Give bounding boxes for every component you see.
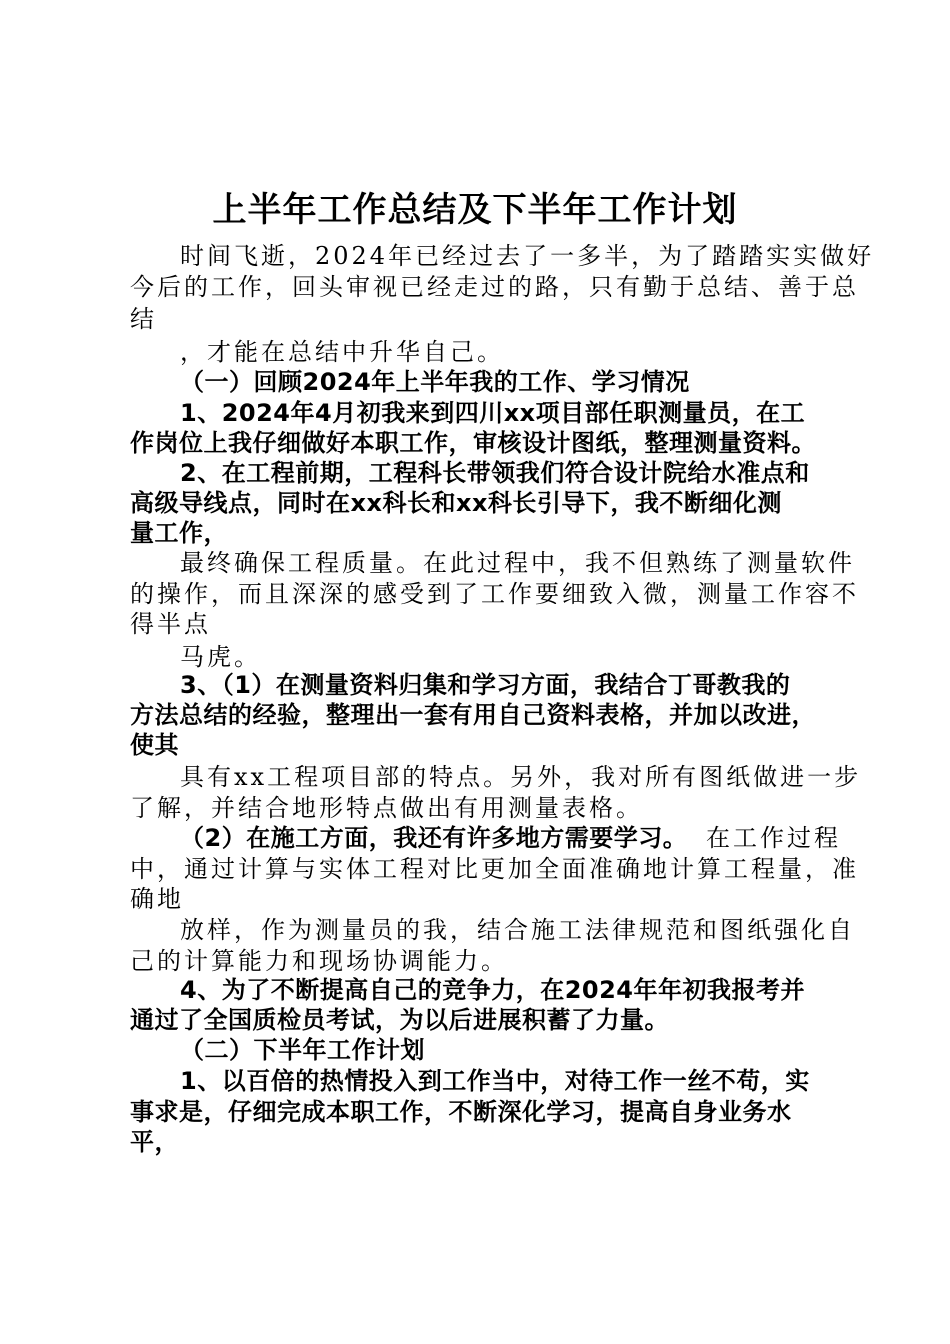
paragraph-line: 作岗位上我仔细做好本职工作，审核设计图纸，整理测量资料。 [130,429,816,457]
paragraph-line: 己的计算能力和现场协调能力。 [130,947,508,975]
document-title: 上半年工作总结及下半年工作计划 [212,190,738,230]
paragraph-line: 使其 [130,731,179,759]
paragraph-line: 1、2024年4月初我来到四川xx项目部任职测量员，在工 [180,399,806,427]
paragraph-line: 事求是，仔细完成本职工作，不断深化学习，提高自身业务水 [130,1098,792,1126]
paragraph-line: 方法总结的经验，整理出一套有用自己资料表格，并加以改进， [130,701,816,729]
paragraph-line: 结 [130,305,157,333]
paragraph-line: 中，通过计算与实体工程对比更加全面准确地计算工程量，准 [130,855,859,883]
paragraph-line: 2、在工程前期，工程科长带领我们符合设计院给水准点和 [180,459,810,487]
paragraph-line: 平， [130,1128,179,1156]
section-heading: （二）下半年工作计划 [180,1036,425,1064]
paragraph-line: 3、（1）在测量资料归集和学习方面，我结合丁哥教我的 [180,671,791,699]
paragraph-line: 确地 [130,885,184,913]
paragraph-line: ，才能在总结中升华自己。 [180,338,504,366]
paragraph-line: 最终确保工程质量。在此过程中，我不但熟练了测量软件 [180,549,855,577]
paragraph-line: 放样，作为测量员的我，结合施工法律规范和图纸强化自 [180,916,855,944]
paragraph-line: 的操作，而且深深的感受到了工作要细致入微，测量工作容不 [130,580,859,608]
paragraph-line: 4、为了不断提高自己的竞争力，在2024年年初我报考并 [180,976,805,1004]
paragraph-line: 在工作过程 [706,824,841,852]
section-heading: （一）回顾2024年上半年我的工作、学习情况 [180,368,690,396]
paragraph-line: 具有xx工程项目部的特点。另外，我对所有图纸做进一步 [180,763,862,791]
paragraph-line: 今后的工作，回头审视已经走过的路，只有勤于总结、善于总 [130,273,859,301]
paragraph-line: 马虎。 [180,643,261,671]
paragraph-line: （2）在施工方面，我还有许多地方需要学习。 [180,824,688,852]
paragraph-line: 了解，并结合地形特点做出有用测量表格。 [130,794,643,822]
paragraph-line: 通过了全国质检员考试，为以后进展积蓄了力量。 [130,1006,669,1034]
paragraph-line: 高级导线点，同时在xx科长和xx科长引导下，我不断细化测 [130,489,782,517]
paragraph-line: 时间飞逝，2024年已经过去了一多半，为了踏踏实实做好 [180,242,875,270]
paragraph-line: 量工作， [130,519,228,547]
paragraph-line: 得半点 [130,610,211,638]
paragraph-line: 1、以百倍的热情投入到工作当中，对待工作一丝不苟，实 [180,1067,810,1095]
